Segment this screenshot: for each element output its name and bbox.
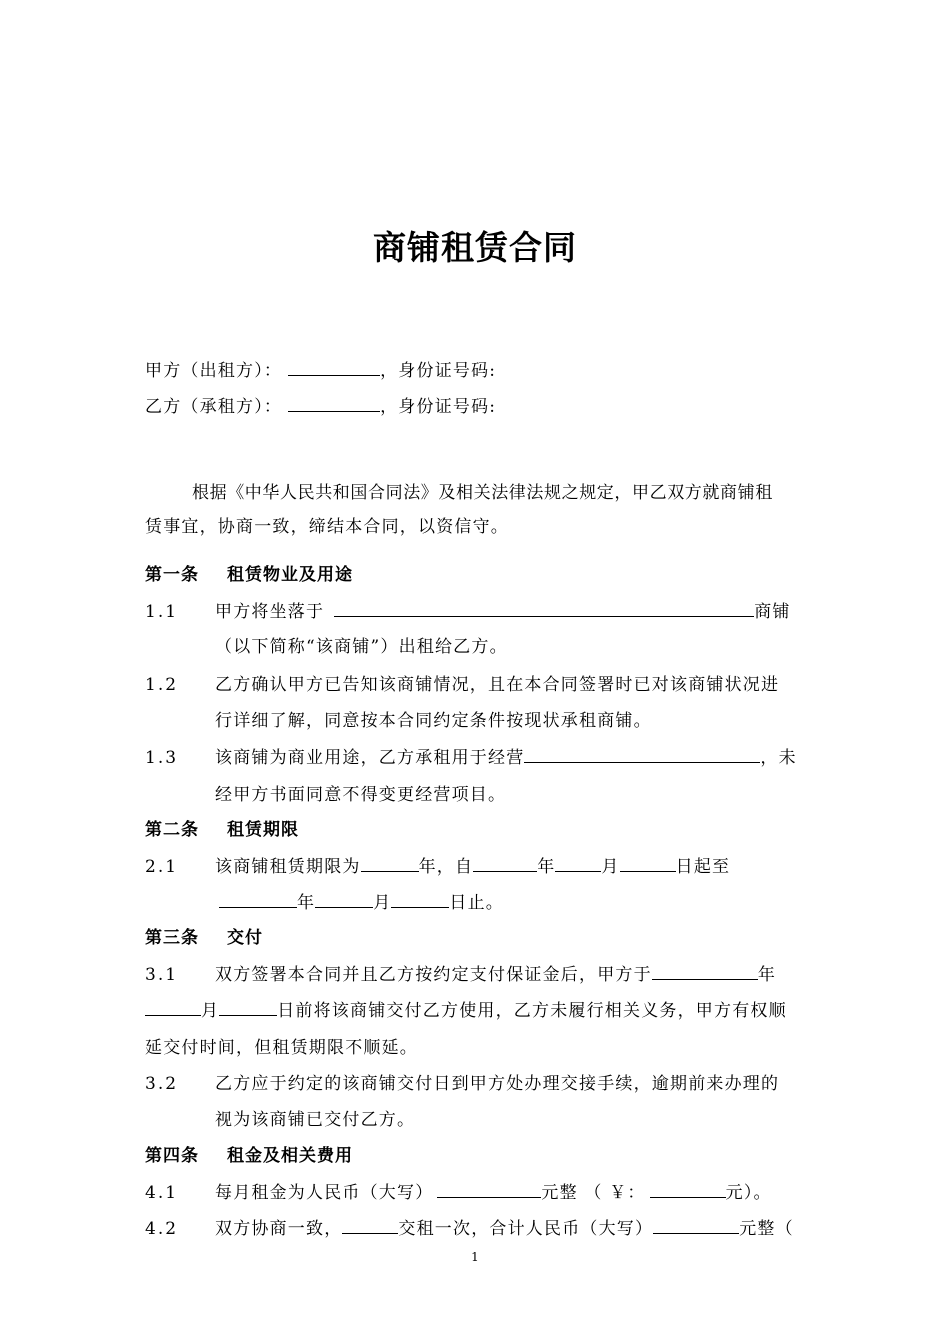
clause-1-2 bbox=[145, 673, 779, 697]
clause-text: 年 bbox=[537, 857, 556, 877]
article-1-heading bbox=[145, 563, 353, 587]
clause-text: 该商铺租赁期限为 bbox=[215, 857, 361, 877]
delivery-day-blank bbox=[219, 998, 277, 1016]
clause-1-2-cont: 行详细了解，同意按本合同约定条件按现状承租商铺。 bbox=[215, 711, 652, 731]
clause-number: 3.2 bbox=[145, 1074, 179, 1094]
article-4-number: 第四条 bbox=[145, 1146, 199, 1166]
rent-words-blank bbox=[437, 1180, 541, 1198]
party-b-line bbox=[145, 394, 496, 419]
clause-text: 月 bbox=[601, 857, 620, 877]
clause-text: 年，自 bbox=[418, 857, 474, 877]
start-day-blank bbox=[620, 854, 676, 872]
page-number: 1 bbox=[471, 1250, 479, 1264]
total-words-blank bbox=[653, 1216, 739, 1234]
party-a-label: 甲方（出租方）： bbox=[145, 361, 283, 381]
article-2-title: 租赁期限 bbox=[227, 820, 299, 840]
party-a-id-label: ，身份证号码: bbox=[380, 361, 497, 381]
term-years-blank bbox=[361, 854, 419, 872]
article-4-title: 租金及相关费用 bbox=[227, 1146, 353, 1166]
end-month-blank bbox=[315, 890, 373, 908]
clause-text: 交租一次，合计人民币（大写） bbox=[398, 1219, 654, 1239]
clause-text: 乙方确认甲方已告知该商铺情况，且在本合同签署时已对该商铺状况进 bbox=[215, 675, 780, 695]
party-b-label: 乙方（承租方）： bbox=[145, 397, 283, 417]
article-2-number: 第二条 bbox=[145, 820, 199, 840]
article-3-title: 交付 bbox=[227, 928, 263, 948]
clause-text: 商铺 bbox=[754, 602, 791, 622]
clause-1-3 bbox=[145, 745, 797, 770]
contract-title: 商铺租赁合同 bbox=[373, 228, 577, 267]
party-a-name-blank bbox=[288, 358, 380, 376]
clause-text: 元整 （ ￥： bbox=[541, 1183, 646, 1203]
clause-text: 月 bbox=[373, 893, 392, 913]
preamble-line-2: 赁事宜，协商一致，缔结本合同，以资信守。 bbox=[145, 517, 509, 537]
delivery-month-blank bbox=[145, 998, 201, 1016]
clause-3-2-cont: 视为该商铺已交付乙方。 bbox=[215, 1110, 416, 1130]
business-blank bbox=[524, 745, 760, 763]
end-day-blank bbox=[391, 890, 449, 908]
clause-text: 甲方将坐落于 bbox=[215, 602, 325, 622]
article-1-number: 第一条 bbox=[145, 565, 199, 585]
clause-4-2 bbox=[145, 1216, 794, 1241]
clause-number: 3.1 bbox=[145, 965, 179, 985]
rent-figures-blank bbox=[650, 1180, 726, 1198]
clause-number: 1.2 bbox=[145, 675, 179, 695]
article-1-title: 租赁物业及用途 bbox=[227, 565, 353, 585]
clause-3-1 bbox=[145, 962, 776, 987]
delivery-year-blank bbox=[652, 962, 758, 980]
clause-text: 元整（ bbox=[739, 1219, 794, 1239]
payment-period-blank bbox=[342, 1216, 398, 1234]
clause-number: 1.1 bbox=[145, 602, 179, 622]
clause-text: 每月租金为人民币（大写） bbox=[215, 1183, 434, 1203]
clause-4-1 bbox=[145, 1180, 772, 1205]
clause-text: 年 bbox=[757, 965, 777, 985]
clause-text: 双方协商一致， bbox=[215, 1219, 343, 1239]
article-3-number: 第三条 bbox=[145, 928, 199, 948]
clause-3-1-cont bbox=[145, 998, 787, 1023]
article-2-heading bbox=[145, 818, 299, 842]
clause-text: 日止。 bbox=[449, 893, 505, 913]
end-year-blank bbox=[219, 890, 297, 908]
clause-1-1-cont: （以下简称“该商铺”）出租给乙方。 bbox=[215, 637, 508, 657]
clause-1-1 bbox=[145, 599, 791, 624]
location-blank bbox=[334, 599, 754, 617]
clause-text: ，未 bbox=[760, 748, 797, 768]
clause-number: 2.1 bbox=[145, 857, 179, 877]
clause-2-1-cont bbox=[219, 890, 504, 915]
clause-number: 1.3 bbox=[145, 748, 179, 768]
clause-text: 日起至 bbox=[675, 857, 731, 877]
party-b-id-label: ，身份证号码: bbox=[380, 397, 497, 417]
clause-text: 日前将该商铺交付乙方使用，乙方未履行相关义务，甲方有权顺 bbox=[277, 1001, 787, 1021]
clause-text: 元）。 bbox=[725, 1183, 772, 1203]
clause-number: 4.2 bbox=[145, 1219, 179, 1239]
clause-text: 该商铺为商业用途，乙方承租用于经营 bbox=[215, 748, 525, 768]
clause-1-3-cont: 经甲方书面同意不得变更经营项目。 bbox=[215, 785, 507, 805]
party-a-line bbox=[145, 358, 496, 383]
clause-text: 双方签署本合同并且乙方按约定支付保证金后，甲方于 bbox=[215, 965, 652, 985]
start-month-blank bbox=[555, 854, 601, 872]
clause-3-2 bbox=[145, 1072, 779, 1096]
clause-number: 4.1 bbox=[145, 1183, 179, 1203]
clause-3-1-cont-2: 延交付时间，但租赁期限不顺延。 bbox=[145, 1038, 418, 1058]
party-b-name-blank bbox=[288, 394, 380, 412]
preamble-line-1: 根据《中华人民共和国合同法》及相关法律法规之规定，甲乙双方就商铺租 bbox=[192, 483, 773, 503]
article-4-heading bbox=[145, 1144, 353, 1168]
clause-text: 乙方应于约定的该商铺交付日到甲方处办理交接手续，逾期前来办理的 bbox=[215, 1074, 780, 1094]
clause-text: 月 bbox=[201, 1001, 220, 1021]
clause-text: 年 bbox=[297, 893, 316, 913]
article-3-heading bbox=[145, 926, 263, 950]
start-year-blank bbox=[473, 854, 537, 872]
clause-2-1 bbox=[145, 854, 730, 879]
